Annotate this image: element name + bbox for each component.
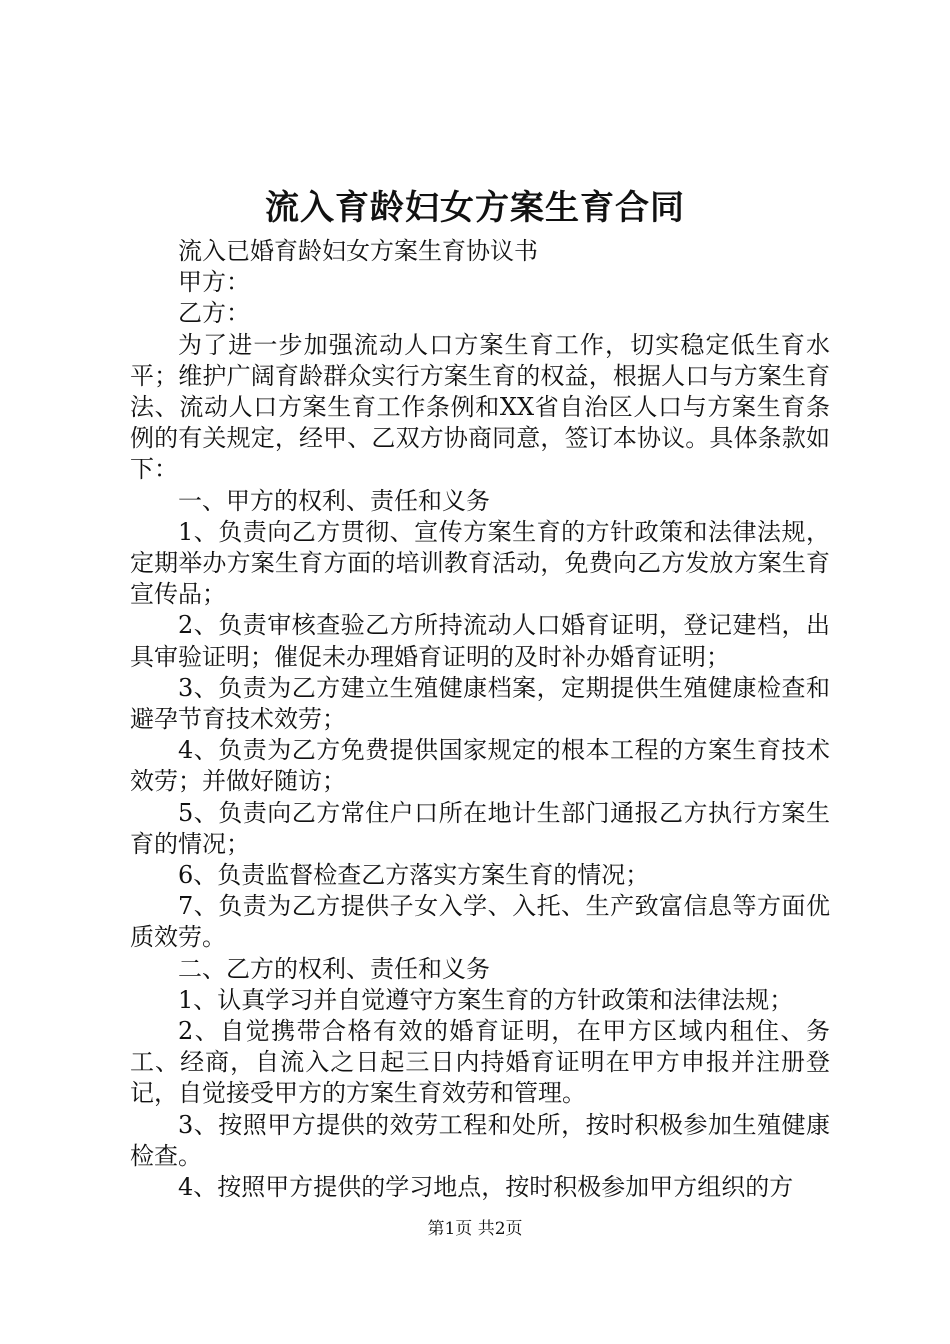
clause-a-7: 7、负责为乙方提供子女入学、入托、生产致富信息等方面优质效劳。 [130, 892, 830, 952]
clause-a-5: 5、负责向乙方常住户口所在地计生部门通报乙方执行方案生育的情况； [130, 798, 830, 858]
clause-a-2: 2、负责审核查验乙方所持流动人口婚育证明，登记建档，出具审验证明；催促未办理婚育证明的及时补办婚育证明； [130, 611, 830, 671]
section-heading-party-a: 一、甲方的权利、责任和义务 [178, 486, 490, 515]
clause-b-2: 2、自觉携带合格有效的婚育证明，在甲方区域内租住、务工、经商，自流入之日起三日内持婚育证明在甲方申报并注册登记，自觉接受甲方的方案生育效劳和管理。 [130, 1017, 830, 1108]
paragraph-preamble: 为了进一步加强流动人口方案生育工作，切实稳定低生育水平；维护广阔育龄群众实行方案生育的权益，根据人口与方案生育法、流动人口方案生育工作条例和XX省自治区人口与方案生育条例的有关规定，经甲、乙双方协商同意，签订本协议。具体条款如下： [130, 330, 830, 484]
section-heading-party-b: 二、乙方的权利、责任和义务 [178, 954, 490, 983]
clause-a-4: 4、负责为乙方免费提供国家规定的根本工程的方案生育技术效劳；并做好随访； [130, 736, 830, 796]
clause-b-3: 3、按照甲方提供的效劳工程和处所，按时积极参加生殖健康检查。 [130, 1110, 830, 1170]
clause-b-4: 4、按照甲方提供的学习地点，按时积极参加甲方组织的方 [178, 1173, 794, 1202]
clause-a-1: 1、负责向乙方贯彻、宣传方案生育的方针政策和法律法规，定期举办方案生育方面的培训教育活动，免费向乙方发放方案生育宣传品； [130, 517, 830, 609]
paragraph-subtitle: 流入已婚育龄妇女方案生育协议书 [178, 237, 538, 265]
clause-a-3: 3、负责为乙方建立生殖健康档案，定期提供生殖健康检查和避孕节育技术效劳； [130, 673, 830, 734]
clause-a-6: 6、负责监督检查乙方落实方案生育的情况； [178, 861, 650, 890]
document-title: 流入育龄妇女方案生育合同 [265, 188, 685, 228]
paragraph-party-b: 乙方： [178, 299, 250, 328]
paragraph-party-a: 甲方： [178, 268, 250, 297]
document-body [130, 236, 830, 1203]
page-number-footer: 第1页 共2页 [427, 1219, 523, 1239]
clause-b-1: 1、认真学习并自觉遵守方案生育的方针政策和法律法规； [178, 985, 794, 1014]
